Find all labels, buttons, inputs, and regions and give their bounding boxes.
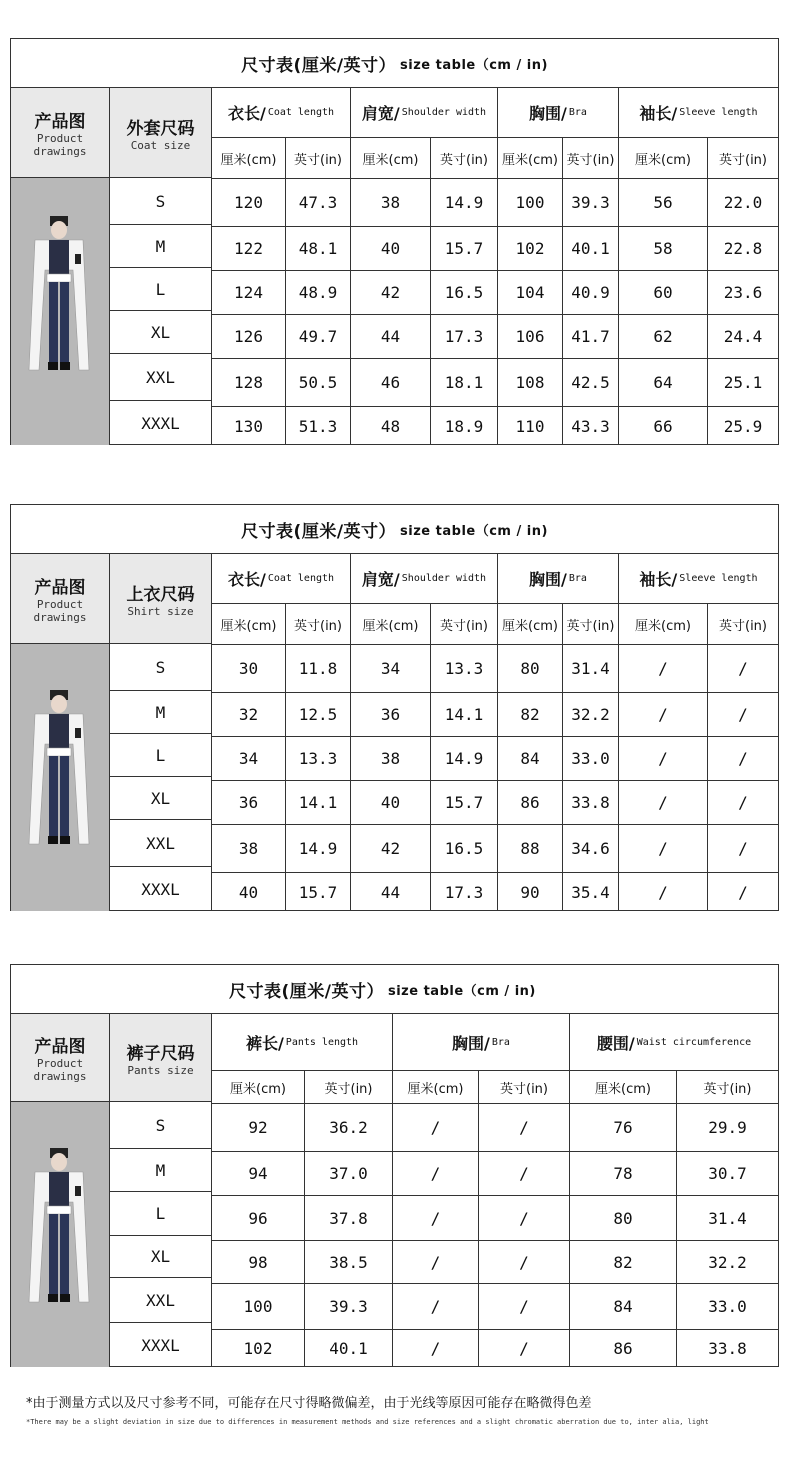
table-cell: / xyxy=(479,1330,570,1367)
product-en1: Product xyxy=(36,132,84,145)
table-cell: / xyxy=(738,793,748,812)
table-cell: / xyxy=(479,1104,570,1151)
table-cell: 13.3 xyxy=(286,737,351,780)
product-header xyxy=(11,88,109,178)
table-cell: 42.5 xyxy=(563,359,619,406)
unit-cell: 厘米(cm) xyxy=(619,138,708,178)
unit-cell: 英寸(in) xyxy=(286,138,351,178)
table-cell: / xyxy=(619,825,708,872)
table-cell: 23.6 xyxy=(723,283,763,302)
measure-header xyxy=(212,1014,393,1070)
table-cell: 40.1 xyxy=(563,227,619,270)
measure-en: Bra xyxy=(491,1036,510,1048)
table-cell: / xyxy=(738,705,748,724)
table-row xyxy=(212,1152,778,1196)
product-zh: 产品图 xyxy=(34,1037,86,1057)
title-zh: 尺寸表(厘米/英寸） xyxy=(241,55,397,76)
table-row xyxy=(212,271,778,315)
table-cell: 37.8 xyxy=(305,1196,393,1240)
table-cell: 46 xyxy=(351,359,431,406)
table-cell: 32.2 xyxy=(563,693,619,736)
measure-en: Waist circumference xyxy=(636,1036,752,1048)
table-row xyxy=(212,1330,778,1367)
table-cell: 51.3 xyxy=(286,407,351,445)
footnote-en: *There may be a slight deviation in size due to differences in measurement methods and size references and a slight chromatic aberration due to, inter alia, light xyxy=(26,1418,709,1426)
table-cell: 42 xyxy=(351,271,431,314)
size-zh: 上衣尺码 xyxy=(126,584,195,605)
unit-cell: 英寸(in) xyxy=(305,1071,393,1103)
footnote-zh: *由于测量方式以及尺寸参考不同，可能存在尺寸得略微偏差，由于光线等原因可能存在略微得色差 xyxy=(26,1396,592,1411)
measure-header xyxy=(351,554,498,603)
table-cell: 120 xyxy=(212,179,286,226)
table-row xyxy=(212,315,778,359)
shirt-size-table xyxy=(10,504,779,911)
measure-header xyxy=(212,554,351,603)
table-cell: 29.9 xyxy=(708,1118,747,1137)
title-en: size table（cm / in) xyxy=(387,983,536,999)
table-cell: 36.2 xyxy=(305,1104,393,1151)
measure-zh: 胸围/ xyxy=(529,570,567,589)
measure-en: Sleeve length xyxy=(679,573,758,584)
product-en2: drawings xyxy=(33,1070,87,1083)
measure-zh: 肩宽/ xyxy=(361,104,400,123)
product-zh: 产品图 xyxy=(34,112,86,132)
table-cell: / xyxy=(738,749,748,768)
table-cell: 100 xyxy=(212,1284,305,1329)
table-cell: 126 xyxy=(212,315,286,358)
table-row xyxy=(212,359,778,407)
table-cell: 80 xyxy=(570,1196,677,1240)
measure-zh: 衣长/ xyxy=(227,570,266,589)
table-cell: 33.8 xyxy=(708,1339,747,1358)
table-cell: / xyxy=(479,1152,570,1195)
product-image xyxy=(11,178,109,445)
table-cell: 96 xyxy=(212,1196,305,1240)
size-label: XXL xyxy=(110,354,211,401)
costume-figure-icon xyxy=(25,684,95,854)
measure-header xyxy=(619,554,778,603)
measure-header xyxy=(393,1014,570,1070)
unit-cell: 英寸(in) xyxy=(479,1071,570,1103)
unit-cell: 厘米(cm) xyxy=(351,138,431,178)
table-cell: 124 xyxy=(212,271,286,314)
table-cell: 130 xyxy=(212,407,286,445)
measure-header xyxy=(212,88,351,137)
size-label: S xyxy=(110,644,211,691)
table-cell: / xyxy=(619,781,708,824)
product-image xyxy=(11,644,109,911)
table-cell: 25.9 xyxy=(723,416,763,436)
measure-zh: 袖长/ xyxy=(639,104,678,123)
table-cell: 108 xyxy=(498,359,563,406)
table-cell: / xyxy=(619,645,708,692)
table-row xyxy=(212,1241,778,1284)
table-cell: / xyxy=(738,882,748,902)
unit-cell: 厘米(cm) xyxy=(212,138,286,178)
coat-size-table xyxy=(10,38,779,445)
table-title xyxy=(11,505,778,554)
size-label: M xyxy=(110,1149,211,1192)
table-cell: / xyxy=(393,1330,479,1367)
table-cell: / xyxy=(393,1152,479,1195)
table-cell: 62 xyxy=(619,315,708,358)
table-cell: 34.6 xyxy=(563,825,619,872)
table-cell: 39.3 xyxy=(563,179,619,226)
table-cell: 14.1 xyxy=(431,693,498,736)
size-en: Coat size xyxy=(130,138,191,152)
table-cell: 92 xyxy=(212,1104,305,1151)
table-cell: 122 xyxy=(212,227,286,270)
measure-zh: 衣长/ xyxy=(227,104,266,123)
measure-en: Coat length xyxy=(267,573,335,584)
measure-zh: 袖长/ xyxy=(639,570,678,589)
table-cell: / xyxy=(479,1196,570,1240)
size-zh: 外套尺码 xyxy=(126,118,195,139)
table-cell: 102 xyxy=(212,1330,305,1367)
measure-zh: 胸围/ xyxy=(529,104,567,123)
size-en: Pants size xyxy=(127,1063,194,1077)
table-cell: 100 xyxy=(498,179,563,226)
measure-zh: 裤长/ xyxy=(245,1033,284,1053)
unit-cell: 厘米(cm) xyxy=(212,1071,305,1103)
measure-header xyxy=(351,88,498,137)
table-cell: 22.0 xyxy=(723,193,763,212)
table-cell: 50.5 xyxy=(286,359,351,406)
unit-cell: 英寸(in) xyxy=(563,604,619,644)
table-cell: 33.0 xyxy=(708,1297,747,1316)
table-cell: / xyxy=(738,659,748,678)
measure-en: Bra xyxy=(568,107,587,118)
unit-cell: 厘米(cm) xyxy=(498,138,563,178)
table-cell: 11.8 xyxy=(286,645,351,692)
table-cell: / xyxy=(393,1241,479,1283)
table-cell: 15.7 xyxy=(431,781,498,824)
table-cell: 110 xyxy=(498,407,563,445)
table-cell: / xyxy=(619,693,708,736)
table-cell: 86 xyxy=(570,1330,677,1367)
product-en1: Product xyxy=(36,1057,84,1070)
table-cell: 40.1 xyxy=(305,1330,393,1367)
size-header xyxy=(110,1014,211,1102)
table-cell: 88 xyxy=(498,825,563,872)
table-cell: 38 xyxy=(351,179,431,226)
size-zh: 裤子尺码 xyxy=(126,1043,195,1064)
size-label: M xyxy=(110,225,211,268)
product-header xyxy=(11,554,109,644)
unit-cell: 厘米(cm) xyxy=(570,1071,677,1103)
product-en1: Product xyxy=(36,598,84,611)
table-cell: / xyxy=(393,1104,479,1151)
table-row xyxy=(212,737,778,781)
size-header xyxy=(110,88,211,178)
table-cell: 36 xyxy=(351,693,431,736)
measure-header xyxy=(619,88,778,137)
table-row xyxy=(212,873,778,911)
size-en: Shirt size xyxy=(127,604,194,618)
size-label: XXL xyxy=(110,1278,211,1323)
table-cell: 44 xyxy=(351,873,431,911)
table-cell: 34 xyxy=(212,737,286,780)
table-row xyxy=(212,1196,778,1241)
measure-zh: 肩宽/ xyxy=(361,570,400,589)
table-cell: 43.3 xyxy=(563,407,619,445)
table-cell: 86 xyxy=(498,781,563,824)
size-label: XXXL xyxy=(141,879,180,899)
table-title xyxy=(11,965,778,1014)
table-cell: 17.3 xyxy=(431,873,498,911)
costume-figure-icon xyxy=(25,210,95,380)
table-cell: 76 xyxy=(570,1104,677,1151)
measure-en: Bra xyxy=(568,573,587,584)
unit-cell: 厘米(cm) xyxy=(212,604,286,644)
table-cell: 15.7 xyxy=(286,873,351,911)
table-row xyxy=(212,1284,778,1330)
unit-cell: 厘米(cm) xyxy=(393,1071,479,1103)
table-row xyxy=(212,407,778,445)
pants-size-table xyxy=(10,964,779,1367)
table-cell: 31.4 xyxy=(708,1208,747,1228)
table-cell: 90 xyxy=(498,873,563,911)
table-cell: 14.9 xyxy=(431,737,498,780)
table-cell: 12.5 xyxy=(286,693,351,736)
table-cell: 38 xyxy=(212,825,286,872)
measure-header xyxy=(498,88,619,137)
table-cell: 48 xyxy=(351,407,431,445)
table-cell: 82 xyxy=(498,693,563,736)
table-row xyxy=(212,227,778,271)
table-cell: 37.0 xyxy=(305,1152,393,1195)
table-cell: / xyxy=(393,1196,479,1240)
table-cell: 41.7 xyxy=(563,315,619,358)
size-label: XXXL xyxy=(141,1335,180,1355)
size-label: L xyxy=(110,268,211,311)
table-cell: / xyxy=(479,1284,570,1329)
table-cell: 24.4 xyxy=(723,327,763,346)
unit-cell: 厘米(cm) xyxy=(351,604,431,644)
title-zh: 尺寸表(厘米/英寸） xyxy=(241,521,397,542)
table-cell: 38 xyxy=(351,737,431,780)
table-cell: 48.1 xyxy=(286,227,351,270)
table-cell: 104 xyxy=(498,271,563,314)
size-label: XXXL xyxy=(141,413,180,433)
unit-cell: 英寸(in) xyxy=(719,618,767,634)
table-cell: 84 xyxy=(570,1284,677,1329)
table-cell: / xyxy=(619,737,708,780)
table-cell: 31.4 xyxy=(563,645,619,692)
table-cell: 25.1 xyxy=(723,373,763,392)
table-cell: 66 xyxy=(619,407,708,445)
title-en: size table（cm / in) xyxy=(400,57,548,73)
table-cell: 13.3 xyxy=(431,645,498,692)
table-row xyxy=(212,781,778,825)
table-cell: 42 xyxy=(351,825,431,872)
measure-zh: 胸围/ xyxy=(452,1033,490,1053)
size-label: XXL xyxy=(110,820,211,867)
table-cell: 18.1 xyxy=(431,359,498,406)
title-zh: 尺寸表(厘米/英寸） xyxy=(229,981,384,1002)
table-cell: 84 xyxy=(498,737,563,780)
measure-en: Shoulder width xyxy=(401,573,487,584)
table-cell: / xyxy=(619,873,708,911)
table-cell: 60 xyxy=(619,271,708,314)
table-cell: 39.3 xyxy=(305,1284,393,1329)
table-cell: 36 xyxy=(212,781,286,824)
table-cell: 14.9 xyxy=(431,179,498,226)
product-en2: drawings xyxy=(33,611,87,624)
measure-header xyxy=(498,554,619,603)
measure-en: Shoulder width xyxy=(401,107,487,118)
measure-en: Sleeve length xyxy=(679,107,758,118)
table-cell: 35.4 xyxy=(563,873,619,911)
table-cell: 40.9 xyxy=(563,271,619,314)
table-cell: 14.9 xyxy=(286,825,351,872)
table-cell: / xyxy=(738,839,748,858)
table-row xyxy=(212,645,778,693)
table-cell: / xyxy=(393,1284,479,1329)
size-label: XL xyxy=(110,777,211,820)
size-label: S xyxy=(110,178,211,225)
table-cell: 33.8 xyxy=(563,781,619,824)
unit-cell: 厘米(cm) xyxy=(498,604,563,644)
size-label: L xyxy=(110,1192,211,1236)
size-label: XL xyxy=(110,311,211,354)
table-cell: 32 xyxy=(212,693,286,736)
table-cell: 40 xyxy=(351,227,431,270)
table-cell: 47.3 xyxy=(286,179,351,226)
table-cell: 15.7 xyxy=(431,227,498,270)
table-cell: 40 xyxy=(351,781,431,824)
product-en2: drawings xyxy=(33,145,87,158)
table-row xyxy=(212,179,778,227)
unit-cell: 英寸(in) xyxy=(703,1081,752,1097)
table-cell: 22.8 xyxy=(723,239,763,258)
unit-cell: 英寸(in) xyxy=(431,604,498,644)
table-cell: 80 xyxy=(498,645,563,692)
table-cell: 30 xyxy=(212,645,286,692)
table-cell: 38.5 xyxy=(305,1241,393,1283)
unit-cell: 英寸(in) xyxy=(431,138,498,178)
table-row xyxy=(212,825,778,873)
table-cell: 58 xyxy=(619,227,708,270)
table-cell: 82 xyxy=(570,1241,677,1283)
table-cell: 106 xyxy=(498,315,563,358)
table-cell: 56 xyxy=(619,179,708,226)
product-zh: 产品图 xyxy=(34,578,86,598)
unit-cell: 英寸(in) xyxy=(563,138,619,178)
product-image xyxy=(11,1102,109,1367)
title-en: size table（cm / in) xyxy=(400,523,548,539)
table-cell: 64 xyxy=(619,359,708,406)
table-cell: 102 xyxy=(498,227,563,270)
measure-zh: 腰围/ xyxy=(596,1033,635,1053)
table-title xyxy=(11,39,778,88)
table-row xyxy=(212,1104,778,1152)
table-cell: 94 xyxy=(212,1152,305,1195)
table-cell: 49.7 xyxy=(286,315,351,358)
table-cell: 14.1 xyxy=(286,781,351,824)
unit-cell: 英寸(in) xyxy=(719,152,767,168)
table-cell: 17.3 xyxy=(431,315,498,358)
table-cell: 33.0 xyxy=(563,737,619,780)
size-label: XL xyxy=(110,1236,211,1278)
size-header xyxy=(110,554,211,644)
table-cell: 48.9 xyxy=(286,271,351,314)
measure-en: Coat length xyxy=(267,107,335,118)
table-cell: 18.9 xyxy=(431,407,498,445)
unit-cell: 厘米(cm) xyxy=(619,604,708,644)
table-cell: 16.5 xyxy=(431,271,498,314)
table-cell: 78 xyxy=(570,1152,677,1195)
measure-en: Pants length xyxy=(285,1036,359,1048)
costume-figure-icon xyxy=(25,1142,95,1312)
table-cell: 16.5 xyxy=(431,825,498,872)
table-row xyxy=(212,693,778,737)
table-cell: 98 xyxy=(212,1241,305,1283)
size-label: M xyxy=(110,691,211,734)
table-cell: 128 xyxy=(212,359,286,406)
unit-cell: 英寸(in) xyxy=(286,604,351,644)
size-label: S xyxy=(110,1102,211,1149)
table-cell: 44 xyxy=(351,315,431,358)
table-cell: 32.2 xyxy=(708,1252,747,1272)
table-cell: 34 xyxy=(351,645,431,692)
product-header xyxy=(11,1014,109,1102)
table-cell: 40 xyxy=(212,873,286,911)
table-cell: 30.7 xyxy=(708,1164,747,1183)
table-cell: / xyxy=(479,1241,570,1283)
measure-header xyxy=(570,1014,778,1070)
size-label: L xyxy=(110,734,211,777)
